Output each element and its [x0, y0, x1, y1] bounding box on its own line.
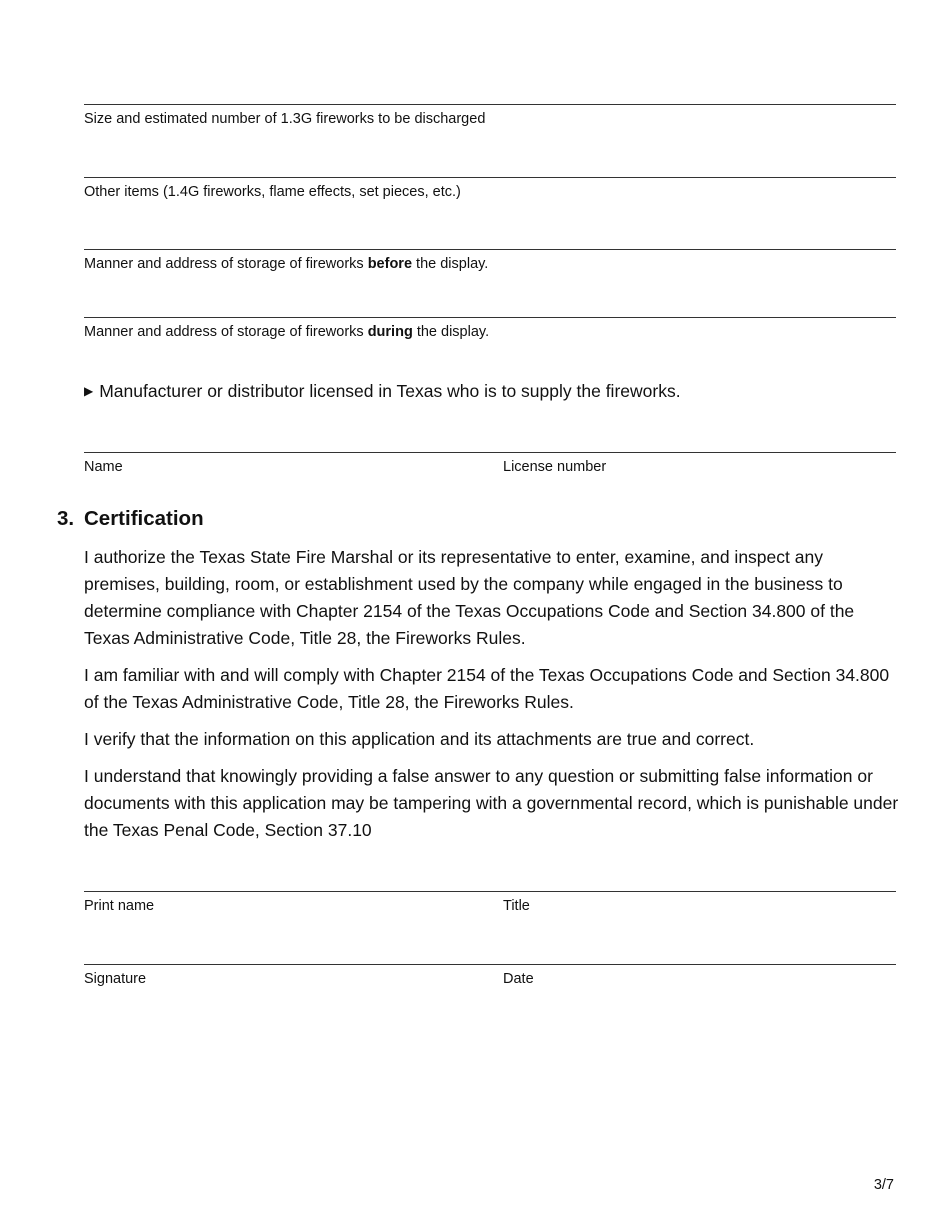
storage-before-label: Manner and address of storage of fireworks before the display.: [84, 256, 489, 272]
storage-during-field[interactable]: [84, 317, 896, 341]
supplier-name-label: Name: [84, 459, 123, 475]
title-label: Title: [503, 898, 530, 914]
other-items-label: Other items (1.4G fireworks, flame effects, set pieces, etc.): [84, 184, 461, 200]
paragraph: I verify that the information on this application and its attachments are true and correct.: [84, 729, 755, 749]
section-heading: [57, 505, 204, 533]
fireworks-13g-field[interactable]: [84, 104, 896, 128]
paragraph: I am familiar with and will comply with Chapter 2154 of the Texas Occupations Code and Section 34.800 of the Texas Administrative Code, Title 28, the Fireworks Rules.: [84, 665, 890, 712]
supplier-row[interactable]: [84, 452, 896, 476]
paragraph: I understand that knowingly providing a false answer to any question or submitting false information or documents with this application may be tampering with a governmental record, which is punishable under the Texas Penal Code, Section 37.10: [84, 766, 899, 840]
date-label: Date: [503, 971, 534, 987]
paragraph: I authorize the Texas State Fire Marshal or its representative to enter, examine, and inspect any premises, building, room, or establishment used by the company while engaged in the business to determine compliance with Chapter 2154 of the Texas Occupations Code and Section 34.800 of the Texas Administrative Code, Title 28, the Fireworks Rules.: [84, 547, 855, 648]
signature-date-row[interactable]: [84, 964, 896, 988]
print-name-title-row[interactable]: [84, 891, 896, 915]
supplier-bullet-text: Manufacturer or distributor licensed in Texas who is to supply the fireworks.: [99, 381, 681, 401]
storage-before-field[interactable]: [84, 249, 896, 273]
certification-text: [84, 544, 899, 854]
storage-during-label: Manner and address of storage of fireworks during the display.: [84, 324, 490, 340]
supplier-license-label: License number: [503, 459, 607, 475]
other-items-field[interactable]: [84, 177, 896, 201]
triangle-bullet-icon: ▶: [84, 384, 94, 398]
section-title: Certification: [84, 507, 204, 530]
signature-label: Signature: [84, 971, 147, 987]
print-name-label: Print name: [84, 898, 155, 914]
supplier-bullet: [84, 379, 681, 405]
page-number: 3/7: [873, 1177, 894, 1193]
section-number: 3.: [57, 507, 75, 530]
fireworks-13g-label: Size and estimated number of 1.3G fireworks to be discharged: [84, 111, 486, 127]
